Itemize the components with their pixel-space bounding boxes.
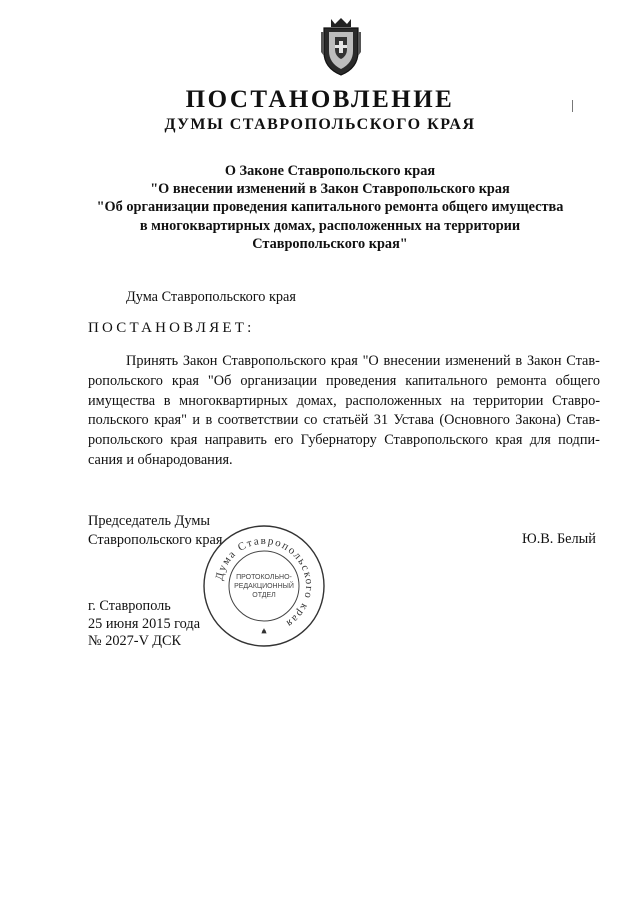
- paragraph-line: польского края" и в соответствии со статьёй 31 Устава (Основного Закона) Став-: [88, 412, 600, 429]
- subject-line: Ставропольского края": [252, 235, 408, 252]
- page-title: ПОСТАНОВЛЕНИЕ: [185, 86, 455, 113]
- paragraph-line: ропольского края направить его Губернатору Ставропольского края для подпи-: [88, 432, 600, 449]
- subject-line: в многоквартирных домах, расположенных на территории: [139, 217, 521, 234]
- stamp-center-text: РЕДАКЦИОННЫЙ: [234, 583, 294, 590]
- number-line: № 2027-V ДСК: [88, 633, 182, 649]
- paragraph-line: имущества в многоквартирных домах, расположенных на территории Ставро-: [88, 392, 600, 409]
- subject-line: "О внесении изменений в Закон Ставропольского края: [150, 181, 510, 198]
- subject-line: "Об организации проведения капитального ремонта общего имущества: [96, 199, 564, 216]
- paragraph-line: сания и обнародования.: [88, 451, 233, 468]
- signatory-name: Ю.В. Белый: [522, 531, 596, 547]
- page-subtitle: ДУМЫ СТАВРОПОЛЬСКОГО КРАЯ: [164, 116, 476, 133]
- document-subject: [60, 162, 600, 253]
- title-mark: [572, 100, 573, 112]
- issuer-line: Дума Ставропольского края: [126, 289, 296, 305]
- date-line: 25 июня 2015 года: [88, 615, 201, 632]
- position-line: Председатель Думы: [88, 513, 211, 529]
- official-stamp: [198, 520, 330, 652]
- coat-of-arms-icon: [318, 16, 364, 78]
- star-icon: [262, 629, 266, 633]
- resolution-paragraph: [88, 352, 600, 471]
- city-line: г. Ставрополь: [88, 598, 171, 614]
- resolves-heading: ПОСТАНОВЛЯЕТ:: [88, 320, 255, 336]
- document-footer: [88, 598, 200, 651]
- position-line: Ставропольского края: [88, 532, 223, 548]
- subject-line: О Законе Ставропольского края: [224, 163, 436, 179]
- paragraph-line: Принять Закон Ставропольского края "О внесении изменений в Закон Став-: [126, 353, 600, 369]
- stamp-ring-text: Дума Ставропольского края: [213, 534, 316, 631]
- stamp-center-text: ОТДЕЛ: [252, 592, 276, 599]
- stamp-center-text: ПРОТОКОЛЬНО-: [236, 574, 292, 581]
- paragraph-line: ропольского края "Об организации проведения капитального ремонта общего: [88, 372, 600, 389]
